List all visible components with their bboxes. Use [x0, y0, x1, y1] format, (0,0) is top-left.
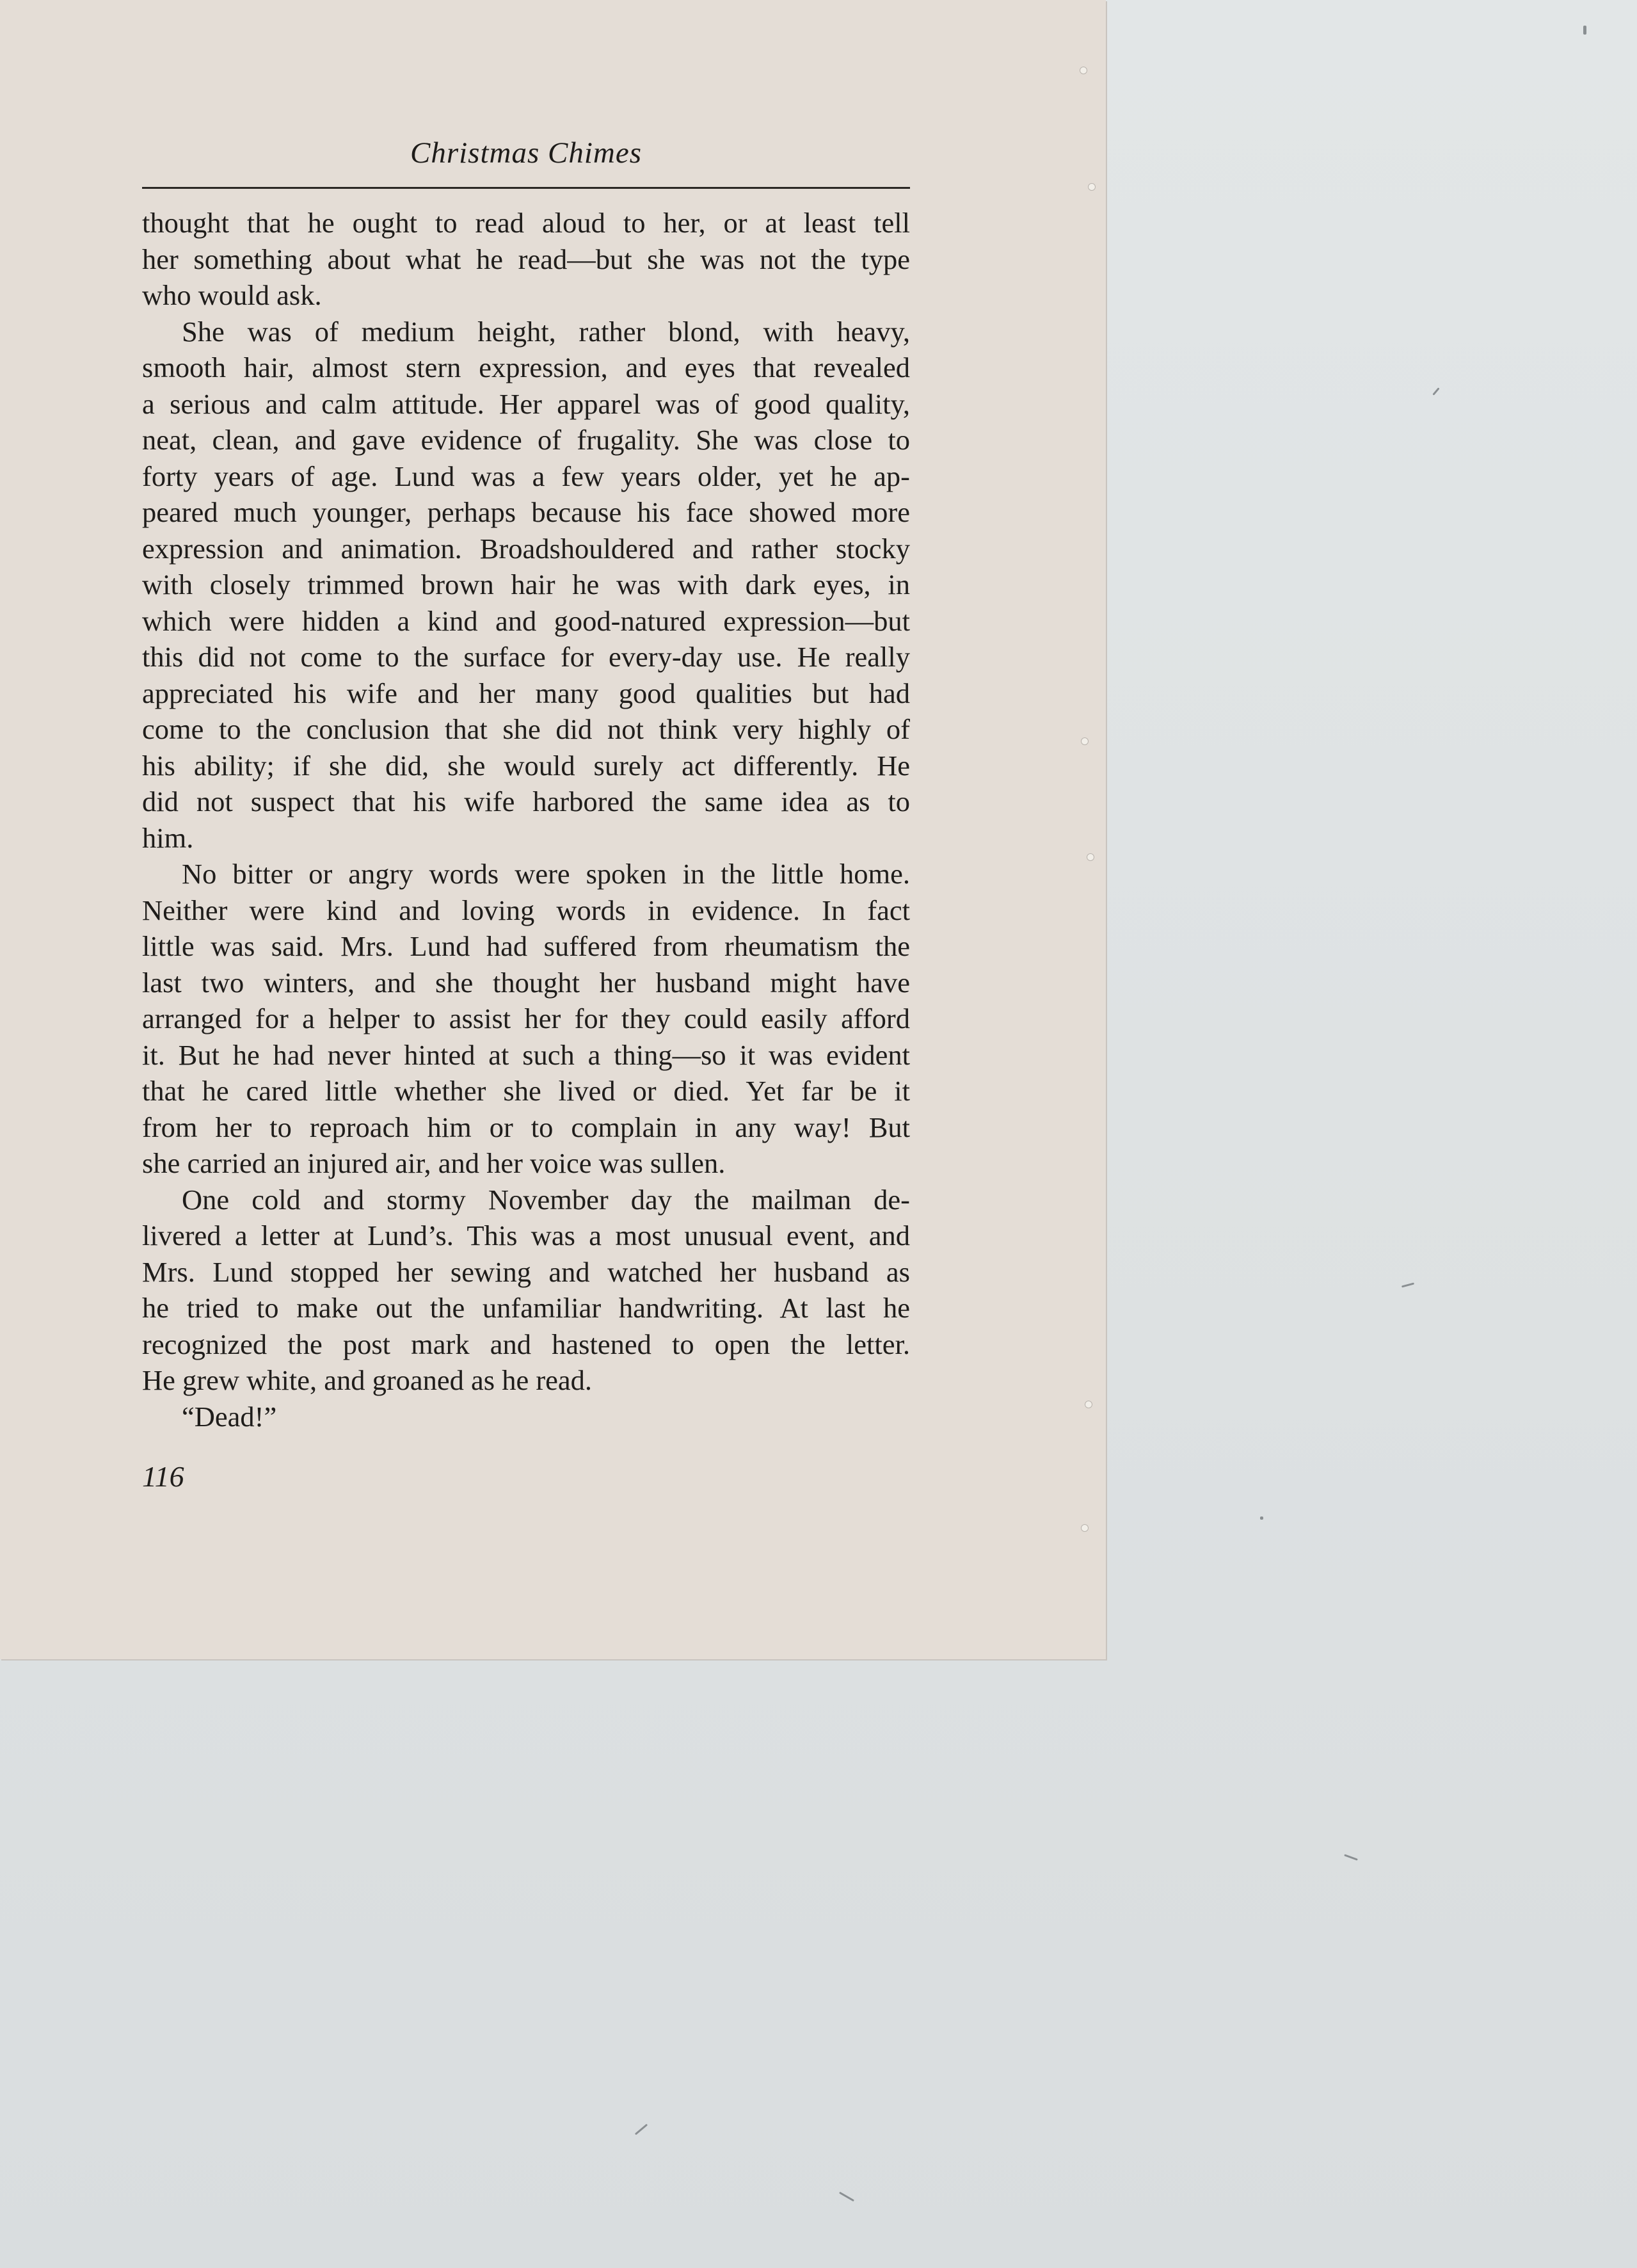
text-line: peared much younger, perhaps because his face showed more	[142, 496, 910, 528]
text-line: He grew white, and groaned as he read.	[142, 1364, 593, 1396]
punch-hole	[1087, 853, 1094, 861]
text-line: it. But he had never hinted at such a thing—so it was evident	[142, 1038, 910, 1071]
text-line: livered a letter at Lund’s. This was a most unusual event, and	[142, 1219, 910, 1251]
text-line: he tried to make out the unfamiliar handwriting. At last he	[142, 1292, 910, 1324]
punch-hole	[1081, 737, 1089, 745]
text-line: him.	[142, 821, 194, 854]
body-text	[142, 205, 910, 1435]
text-line: little was said. Mrs. Lund had suffered from rheumatism the	[142, 930, 910, 962]
text-line: forty years of age. Lund was a few years older, yet he ap-	[142, 460, 910, 492]
text-line: her something about what he read—but she was not the type	[142, 243, 910, 275]
text-line: which were hidden a kind and good-natured expression—but	[142, 604, 910, 637]
text-line: recognized the post mark and hastened to open the letter.	[142, 1328, 910, 1360]
text-line: that he cared little whether she lived or died. Yet far be it	[142, 1075, 910, 1107]
text-line: No bitter or angry words were spoken in the little home.	[182, 858, 910, 890]
text-line: smooth hair, almost stern expression, and eyes that revealed	[142, 351, 910, 383]
text-line: from her to reproach him or to complain in any way! But	[142, 1111, 910, 1143]
page-number: 116	[142, 1460, 184, 1493]
text-line: his ability; if she did, she would surely act differently. He	[142, 749, 910, 782]
text-line: “Dead!”	[182, 1400, 277, 1433]
punch-hole	[1080, 67, 1087, 74]
text-line: neat, clean, and gave evidence of frugality. She was close to	[142, 424, 910, 456]
text-line: a serious and calm attitude. Her apparel was of good quality,	[142, 387, 910, 420]
text-line: she carried an injured air, and her voice was sullen.	[142, 1147, 726, 1179]
punch-hole	[1085, 1401, 1092, 1408]
text-line: thought that he ought to read aloud to her, or at least tell	[142, 207, 910, 239]
text-line: come to the conclusion that she did not think very highly of	[142, 713, 910, 745]
text-line: who would ask.	[142, 279, 322, 311]
text-line: did not suspect that his wife harbored the same idea as to	[142, 785, 910, 817]
punch-hole	[1081, 1524, 1089, 1532]
book-page	[0, 0, 1106, 1659]
running-title: Christmas Chimes	[410, 136, 643, 170]
text-line: this did not come to the surface for every-day use. He really	[142, 641, 910, 673]
punch-hole	[1088, 183, 1096, 191]
dust-speck	[1583, 26, 1586, 35]
header-rule	[142, 187, 910, 189]
text-line: expression and animation. Broadshouldered and rather stocky	[142, 532, 910, 565]
text-line: appreciated his wife and her many good qualities but had	[142, 677, 910, 709]
text-line: with closely trimmed brown hair he was with dark eyes, in	[142, 568, 910, 600]
text-line: last two winters, and she thought her husband might have	[142, 966, 910, 999]
text-line: arranged for a helper to assist her for they could easily afford	[142, 1002, 910, 1034]
text-line: Mrs. Lund stopped her sewing and watched her husband as	[142, 1255, 910, 1288]
dust-speck	[1260, 1516, 1263, 1520]
text-line: Neither were kind and loving words in evidence. In fact	[142, 894, 910, 926]
text-line: She was of medium height, rather blond, with heavy,	[182, 315, 910, 348]
text-line: One cold and stormy November day the mailman de-	[182, 1183, 910, 1216]
